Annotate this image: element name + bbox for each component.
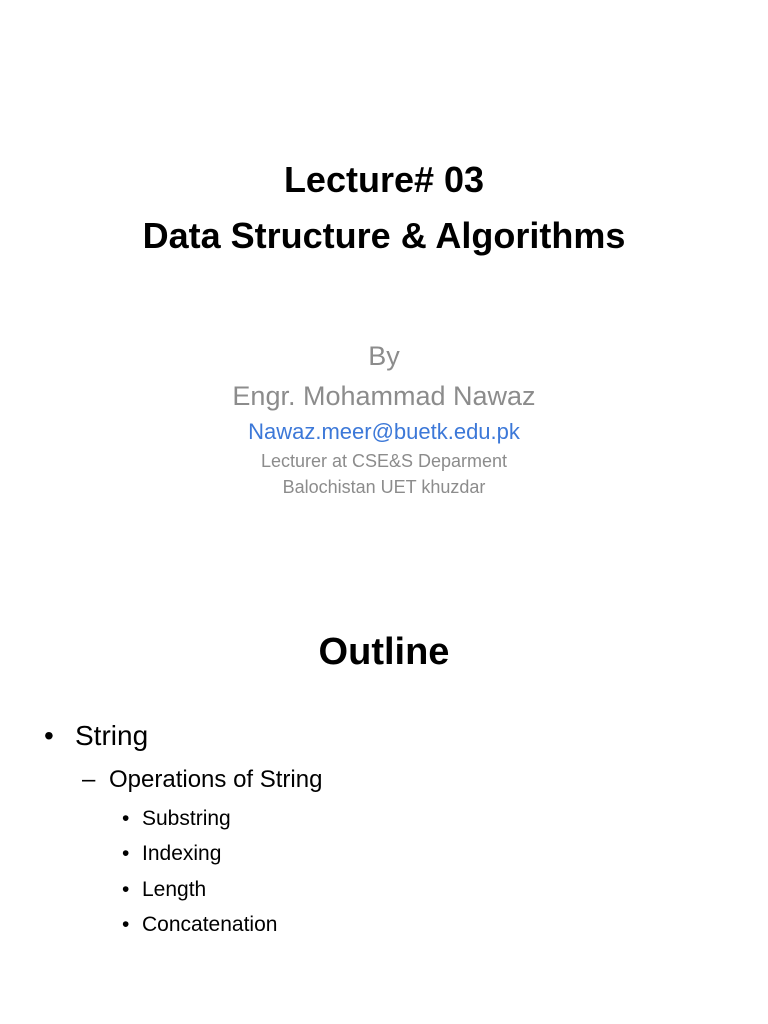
list-item-label: Concatenation (142, 913, 278, 936)
bullet-icon: • (44, 720, 54, 751)
author-position: Lecturer at CSE&S Deparment (260, 451, 508, 471)
list-item-label: String (75, 720, 149, 751)
list-item-substring (122, 802, 231, 836)
list-item-operations (82, 762, 322, 798)
course-title: Data Structure & Algorithms (142, 215, 626, 256)
author-name: Engr. Mohammad Nawaz (232, 381, 536, 411)
author-email-link[interactable]: Nawaz.meer@buetk.edu.pk (248, 419, 520, 444)
list-item-string (44, 716, 148, 756)
author-institution: Balochistan UET khuzdar (282, 477, 486, 497)
slide-title (0, 152, 768, 264)
list-item-label: Substring (142, 807, 231, 830)
bullet-icon: • (122, 807, 130, 830)
dash-icon: – (82, 766, 96, 793)
by-label: By (368, 341, 400, 371)
outline-slide (0, 576, 768, 1024)
byline (0, 336, 768, 500)
list-item-label: Indexing (142, 842, 222, 865)
outline-title: Outline (318, 631, 450, 673)
list-item-concatenation (122, 908, 277, 942)
list-item-length (122, 873, 206, 907)
bullet-icon: • (122, 842, 130, 865)
list-item-indexing (122, 837, 221, 871)
lecture-number: Lecture# 03 (283, 159, 485, 200)
list-item-label: Length (142, 878, 207, 901)
bullet-icon: • (122, 878, 130, 901)
bullet-icon: • (122, 913, 130, 936)
list-item-label: Operations of String (109, 766, 323, 793)
